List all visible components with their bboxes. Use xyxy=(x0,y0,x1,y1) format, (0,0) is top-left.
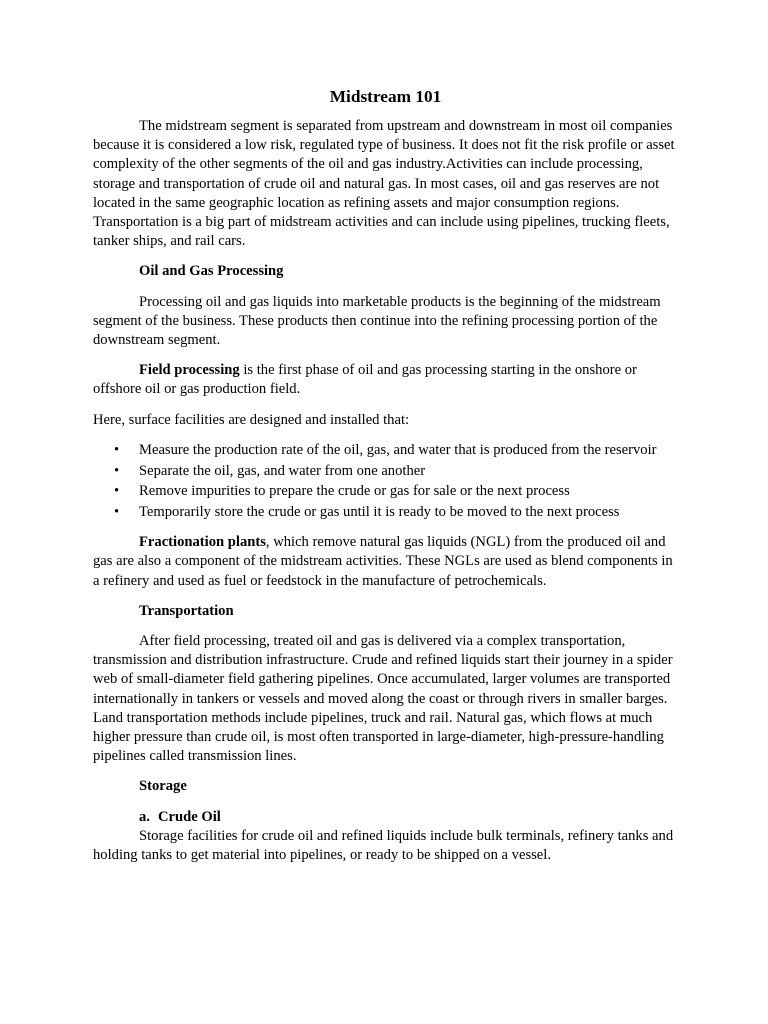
list-item xyxy=(93,482,678,501)
list-item xyxy=(93,441,678,460)
bullet-icon: • xyxy=(114,462,120,479)
facility-bullet-list xyxy=(93,441,678,522)
list-item-text: Separate the oil, gas, and water from one another xyxy=(139,462,426,479)
field-processing-text: is the first phase of oil and gas processing starting in the onshore or offshore oil or gas production field. xyxy=(93,362,637,398)
list-item xyxy=(93,503,678,522)
list-item-text: Remove impurities to prepare the crude or gas for sale or the next process xyxy=(139,483,570,500)
intro-paragraph: The midstream segment is separated from upstream and downstream in most oil companies because it is considered a low risk, regulated type of business. It does not fit the risk profile or asset complexity of the other segments of the oil and gas industry.Activities can include processing, storage and transportation of crude oil and natural gas. In most cases, oil and gas reserves are not located in the same geographic location as refining assets and major consumption regions. Transportation is a big part of midstream activities and can include using pipelines, trucking fleets, tanker ships, and rail cars. xyxy=(93,118,675,250)
subheading-marker: a. xyxy=(139,808,150,825)
field-processing-paragraph xyxy=(93,361,678,399)
transportation-paragraph: After field processing, treated oil and gas is delivered via a complex transportation, transmission and distribution infrastructure. Crude and refined liquids start their journey in a spider web of small-diameter field gathering pipelines. Once accumulated, larger volumes are transported internationally in tankers or vessels and moved along the coast or through rivers in smaller barges. Land transportation methods include pipelines, truck and rail. Natural gas, which flows at much higher pressure than crude oil, is most often transported in large-diameter, high-pressure-handling pipelines called transmission lines. xyxy=(93,632,673,765)
subheading-label: Crude Oil xyxy=(158,808,221,825)
document-page xyxy=(93,86,678,865)
processing-paragraph: Processing oil and gas liquids into marketable products is the beginning of the midstream segment of the business. These products then continue into the refining processing portion of the downstream segment. xyxy=(93,293,661,349)
list-item-text: Measure the production rate of the oil, gas, and water that is produced from the reservoir xyxy=(139,441,657,458)
field-processing-term: Field processing xyxy=(139,362,240,379)
list-item xyxy=(93,462,678,481)
fractionation-text: , which remove natural gas liquids (NGL) from the produced oil and gas are also a component of the midstream activities. These NGLs are used as blend components in a refinery and used as fuel or feedstock in the manufacture of petrochemicals. xyxy=(93,534,673,589)
bullet-icon: • xyxy=(114,483,120,500)
fractionation-paragraph xyxy=(93,533,678,591)
storage-paragraph: Storage facilities for crude oil and refined liquids include bulk terminals, refinery tanks and holding tanks to get material into pipelines, or ready to be shipped on a vessel. xyxy=(93,827,674,863)
bullet-icon: • xyxy=(114,441,120,458)
storage-heading: Storage xyxy=(139,778,187,795)
bullet-icon: • xyxy=(114,503,120,520)
transportation-heading: Transportation xyxy=(139,602,234,619)
fractionation-term: Fractionation plants xyxy=(139,534,266,551)
document-title: Midstream 101 xyxy=(329,87,442,106)
surface-facilities-intro: Here, surface facilities are designed and installed that: xyxy=(93,411,410,428)
processing-heading: Oil and Gas Processing xyxy=(139,263,284,280)
list-item-text: Temporarily store the crude or gas until it is ready to be moved to the next process xyxy=(139,503,620,520)
crude-oil-subheading xyxy=(93,808,678,827)
